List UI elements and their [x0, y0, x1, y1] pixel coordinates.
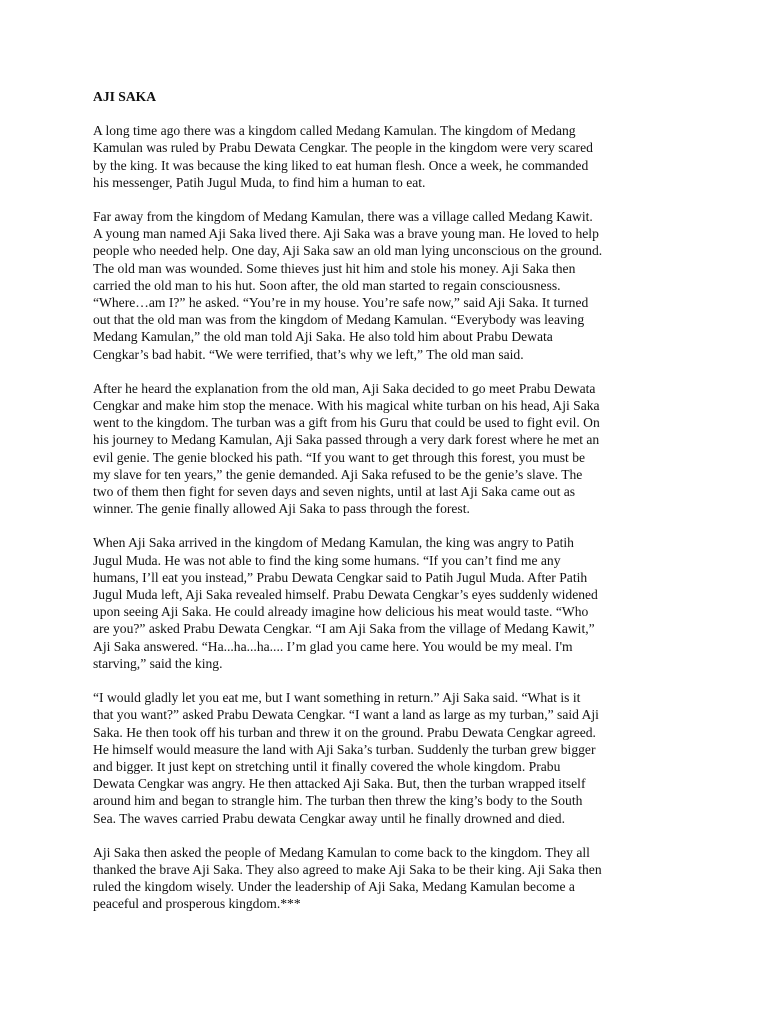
- text-line: The old man was wounded. Some thieves just hit him and stole his money. Aji Saka then: [93, 260, 576, 276]
- text-line: that you want?” asked Prabu Dewata Cengkar. “I want a land as large as my turban,” said Aji: [93, 707, 599, 723]
- text-line: thanked the brave Aji Saka. They also agreed to make Aji Saka to be their king. Aji Saka then: [93, 861, 602, 877]
- text-line: peaceful and prosperous kingdom.***: [93, 896, 301, 912]
- paragraph-list: [93, 122, 683, 912]
- text-line: Dewata Cengkar was angry. He then attacked Aji Saka. But, then the turban wrapped itself: [93, 776, 586, 792]
- text-line: Cengkar’s bad habit. “We were terrified, that’s why we left,” The old man said.: [93, 346, 524, 362]
- text-line: Aji Saka answered. “Ha...ha...ha.... I’m glad you came here. You would be my meal. I'm: [93, 638, 573, 654]
- text-line: “I would gladly let you eat me, but I want something in return.” Aji Saka said. “What is it: [93, 690, 581, 706]
- paragraph-2: [93, 208, 683, 363]
- text-line: A young man named Aji Saka lived there. Aji Saka was a brave young man. He loved to help: [93, 226, 599, 242]
- text-line: Jugul Muda. He was not able to find the king some humans. “If you can’t find me any: [93, 552, 561, 568]
- text-line: winner. The genie finally allowed Aji Saka to pass through the forest.: [93, 501, 470, 517]
- text-line: went to the kingdom. The turban was a gift from his Guru that could be used to fight evil. On: [93, 415, 600, 431]
- paragraph-1: [93, 122, 683, 191]
- text-line: Far away from the kingdom of Medang Kamulan, there was a village called Medang Kawit.: [93, 209, 593, 225]
- text-line: starving,” said the king.: [93, 655, 223, 671]
- text-line: two of them then fight for seven days and seven nights, until at last Aji Saka came out as: [93, 484, 576, 500]
- paragraph-4: [93, 534, 683, 672]
- paragraph-6: [93, 844, 683, 913]
- text-line: Cengkar and make him stop the menace. With his magical white turban on his head, Aji Saka: [93, 398, 600, 414]
- text-line: Sea. The waves carried Prabu dewata Cengkar away until he finally drowned and died.: [93, 810, 565, 826]
- text-line: “Where…am I?” he asked. “You’re in my house. You’re safe now,” said Aji Saka. It turned: [93, 295, 589, 311]
- text-line: Kamulan was ruled by Prabu Dewata Cengkar. The people in the kingdom were very scared: [93, 140, 593, 156]
- text-line: are you?” asked Prabu Dewata Cengkar. “I am Aji Saka from the village of Medang Kawit,”: [93, 621, 595, 637]
- document-body: [93, 88, 683, 930]
- text-line: Jugul Muda left, Aji Saka revealed himself. Prabu Dewata Cengkar’s eyes suddenly widened: [93, 587, 598, 603]
- text-line: Aji Saka then asked the people of Medang Kamulan to come back to the kingdom. They all: [93, 844, 590, 860]
- text-line: Medang Kamulan,” the old man told Aji Saka. He also told him about Prabu Dewata: [93, 329, 553, 345]
- text-line: his messenger, Patih Jugul Muda, to find him a human to eat.: [93, 174, 426, 190]
- text-line: He himself would measure the land with Aji Saka’s turban. Suddenly the turban grew bigger: [93, 741, 596, 757]
- paragraph-3: [93, 380, 683, 518]
- text-line: A long time ago there was a kingdom called Medang Kamulan. The kingdom of Medang: [93, 123, 576, 139]
- text-line: ruled the kingdom wisely. Under the leadership of Aji Saka, Medang Kamulan become a: [93, 879, 575, 895]
- text-line: around him and began to strangle him. The turban then threw the king’s body to the South: [93, 793, 583, 809]
- text-line: When Aji Saka arrived in the kingdom of Medang Kamulan, the king was angry to Patih: [93, 535, 574, 551]
- text-line: his journey to Medang Kamulan, Aji Saka passed through a very dark forest where he met an: [93, 432, 600, 448]
- document-title: AJI SAKA: [93, 89, 157, 104]
- paragraph-5: [93, 689, 683, 827]
- text-line: humans, I’ll eat you instead,” Prabu Dewata Cengkar said to Patih Jugul Muda. After Patih: [93, 569, 588, 585]
- text-line: After he heard the explanation from the old man, Aji Saka decided to go meet Prabu Dewata: [93, 380, 596, 396]
- text-line: evil genie. The genie blocked his path. “If you want to get through this forest, you must be: [93, 449, 586, 465]
- text-line: upon seeing Aji Saka. He could already imagine how delicious his meat would taste. “Who: [93, 604, 589, 620]
- text-line: my slave for ten years,” the genie demanded. Aji Saka refused to be the genie’s slave. The: [93, 466, 583, 482]
- text-line: by the king. It was because the king liked to eat human flesh. Once a week, he commanded: [93, 157, 589, 173]
- text-line: and bigger. It just kept on stretching until it finally covered the whole kingdom. Prabu: [93, 758, 561, 774]
- text-line: carried the old man to his hut. Soon after, the old man started to regain consciousness.: [93, 277, 561, 293]
- text-line: out that the old man was from the kingdom of Medang Kamulan. “Everybody was leaving: [93, 312, 585, 328]
- text-line: Saka. He then took off his turban and threw it on the ground. Prabu Dewata Cengkar agreed.: [93, 724, 596, 740]
- text-line: people who needed help. One day, Aji Saka saw an old man lying unconscious on the ground.: [93, 243, 603, 259]
